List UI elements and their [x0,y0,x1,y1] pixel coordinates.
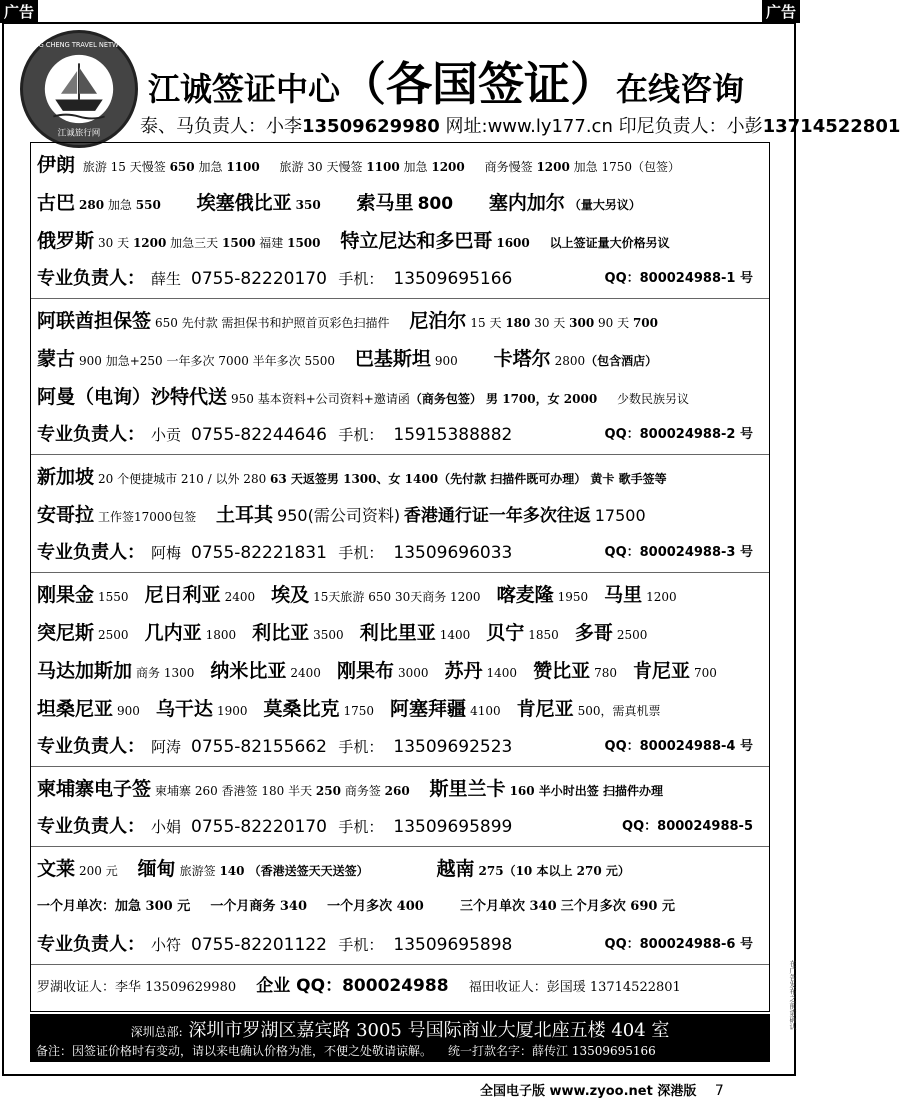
contact-b: 印尼负责人：小彭 [618,116,763,137]
contact-tel: 0755-82220170 [191,817,327,837]
contact-name: 阿梅 [151,544,182,562]
logo-inner-text: 江诚旅行网 [57,128,101,139]
price-row [37,146,763,184]
price-text: 500，需真机票 [577,704,661,718]
price-text: 1400 [486,666,518,680]
country-name: 贝宁 [486,622,525,644]
price-text: 福建 [259,236,284,250]
price-text: 2500 [616,628,648,642]
country-name: 坦桑尼亚 [37,698,114,720]
section-4 [31,573,769,767]
hq-address: 深圳市罗湖区嘉宾路 3005 号国际商业大厦北座五楼 404 室 [188,1020,670,1041]
contact-label: 专业负责人： [37,934,145,955]
price-text: 1800 [205,628,237,642]
price-text: 15 天 [470,316,502,330]
price-note: （包含酒店） [585,354,658,368]
country-name: 肯尼亚 [516,698,574,720]
price-text: 旅游 15 天慢签 [82,160,166,174]
country-name: 土耳其 [216,504,274,526]
price-text: 柬埔寨 260 香港签 180 半天 [155,784,313,798]
contact-label: 专业负责人： [37,736,145,757]
price-value: 1500 [287,236,321,250]
country-name: 伊朗 [37,154,76,176]
country-name: 赞比亚 [533,660,591,682]
contact-row [37,926,763,964]
price-text: 加急 [107,198,132,212]
side-print: 在广告发布之前请确认 [789,960,797,1030]
page-footer [480,1080,724,1099]
price-text: 1400 [439,628,471,642]
contact-name: 薛生 [151,270,182,288]
price-value: 一个月商务 340 [210,899,308,914]
price-text: 15天旅游 650 30天商务 1200 [313,590,481,604]
price-text: 900 [434,354,458,368]
price-text: 旅游签 [179,864,216,878]
section-3 [31,455,769,573]
country-name: 喀麦隆 [496,584,554,606]
price-text: 2500 [98,628,129,642]
price-text: 工作签17000包签 [98,510,197,524]
contact-label: 专业负责人： [37,268,145,289]
contact-tel: 0755-82220170 [191,269,327,289]
remark-note: 备注：因签证价格时有变动，请以来电确认价格为准，不便之处敬请谅解。 [36,1044,433,1058]
country-name: 阿曼（电询）沙特代送 [37,386,228,408]
country-name: 刚果布 [336,660,394,682]
mobile-label: 手机： [338,544,384,562]
price-value: 275（10 本以上 270 元） [478,864,630,878]
receiver-futian: 福田收证人：彭国瑗 13714522801 [468,980,681,995]
price-text: 200 元 [79,864,118,878]
price-value: 650 [169,160,195,174]
receiver-luohu: 罗湖收证人：李华 13509629980 [37,980,237,995]
country-name: 阿塞拜疆 [390,698,467,720]
ad-tag-left: 广告 [0,0,38,23]
phone-a: 13509629980 [302,116,440,137]
price-value: 800 [417,194,454,214]
price-text: 加急 1750（包签） [573,160,681,174]
country-name: 特立尼达和多巴哥 [340,230,493,252]
title-part-c: 在线咨询 [616,70,745,108]
price-row [37,378,763,416]
price-text: 30 天 [98,236,130,250]
price-row [37,184,763,222]
price-text: 1950 [557,590,589,604]
contact-tel: 0755-82221831 [191,543,327,563]
contact-qq: QQ：800024988-5 [622,819,753,834]
section-6 [31,847,769,965]
price-row [37,888,763,926]
mobile-label: 手机： [338,426,384,444]
country-name: 马里 [604,584,643,606]
price-row [37,340,763,378]
price-row [37,222,763,260]
contact-tel: 0755-82155662 [191,737,327,757]
contact-name: 阿涛 [151,738,182,756]
price-value: 550 [135,198,161,212]
contact-name: 小符 [151,936,182,954]
price-row [37,770,763,808]
price-list [30,142,770,1012]
price-value: 1100 [366,160,400,174]
price-text: 少数民族另议 [617,392,690,406]
address-bar [30,1014,770,1062]
price-value: 700 [632,316,659,330]
contact-name: 小娟 [151,818,182,836]
country-name: 埃塞俄比亚 [196,192,292,214]
price-text: 90 天 [598,316,630,330]
price-value: 1500 [222,236,256,250]
contact-row [37,534,763,572]
contact-mobile: 13509696033 [393,543,513,563]
price-value: 180 [505,316,531,330]
section-1 [31,143,769,299]
price-value: 140 （香港送签天天送签） [219,864,369,878]
country-name: 尼泊尔 [409,310,467,332]
price-text: 商务 1300 [136,666,195,680]
price-text: 1200 [646,590,677,604]
price-value: 1200 [431,160,465,174]
price-row [37,576,763,614]
price-row [37,496,763,534]
price-text: 650 先付款 需担保书和护照首页彩色扫描件 [155,316,390,330]
price-value: 63 天返签男 1300、女 1400（先付款 扫描件既可办理） 黄卡 歌手签等 [270,472,667,486]
contact-row [37,260,763,298]
price-text: 900 加急+250 一年多次 7000 半年多次 5500 [79,354,336,368]
country-name: 几内亚 [144,622,202,644]
price-text: 商务签 [344,784,381,798]
contact-mobile: 13509695166 [393,269,513,289]
contact-qq: QQ：800024988-4 号 [604,739,753,754]
price-value: 三个月单次 340 [459,899,557,914]
contact-name: 小贡 [151,426,182,444]
price-value: 300 [569,316,595,330]
mobile-label: 手机： [338,818,384,836]
price-row [37,690,763,728]
contact-tel: 0755-82244646 [191,425,327,445]
country-name: 马达加斯加 [37,660,133,682]
price-value: 香港通行证一年多次往返 [403,506,591,526]
price-text: 1750 [343,704,375,718]
contact-label: 专业负责人： [37,816,145,837]
hq-label: 深圳总部: [130,1025,183,1039]
country-name: 柬埔寨电子签 [37,778,152,800]
title-part-b: （各国签证） [340,57,617,111]
contact-row [37,416,763,454]
price-text: 旅游 30 天慢签 [279,160,363,174]
price-value: （商务包签） 男 1700，女 2000 [409,392,598,406]
footer-brand: 全国电子版 www.zyoo.net [480,1084,653,1099]
payment-account: 统一打款名字：薛传江 13509695166 [448,1044,656,1058]
contact-qq: QQ：800024988-1 号 [604,271,753,286]
phone-b: 13714522801 [762,116,900,137]
price-text: 700 [694,666,717,680]
price-text: 950 基本资料+公司资料+邀请函 [231,392,410,406]
price-value: 1100 [226,160,260,174]
price-text: 20 个便捷城市 210 / 以外 280 [98,472,267,486]
price-text: 900 [117,704,140,718]
country-name: 肯尼亚 [632,660,690,682]
price-text: 3000 [397,666,429,680]
receivers-row [31,965,769,1007]
page-number: 7 [714,1083,724,1099]
price-text: 17500 [594,506,646,525]
country-name: 刚果金 [37,584,95,606]
price-text: 加急三天 [170,236,219,250]
country-name: 利比里亚 [359,622,436,644]
price-text: 1550 [98,590,129,604]
price-value: 1200 [132,236,167,250]
price-text: 2400 [290,666,321,680]
ship-icon [23,33,135,145]
price-text: （量大另议） [568,198,641,212]
price-value: 一个月单次：加急 300 元 [37,899,191,914]
price-text: 2800 [554,354,586,368]
country-name: 尼日利亚 [144,584,221,606]
price-note: 以上签证量大价格另议 [549,236,670,250]
price-value: 1200 [536,160,570,174]
mobile-label: 手机： [338,936,384,954]
contact-mobile: 13509695899 [393,817,513,837]
price-value: 1600 [496,236,530,250]
country-name: 埃及 [271,584,310,606]
country-name: 阿联酋担保签 [37,310,152,332]
country-name: 索马里 [356,192,414,214]
contact-mobile: 13509692523 [393,737,513,757]
contact-tel: 0755-82201122 [191,935,327,955]
page-title [148,48,744,114]
price-text: 1900 [216,704,248,718]
country-name: 多哥 [574,622,613,644]
title-part-a: 江诚签证中心 [148,70,341,108]
country-name: 利比亚 [252,622,310,644]
country-name: 文莱 [37,858,76,880]
price-value: 280 [79,198,105,212]
price-text: 950(需公司资料) [277,506,401,525]
contact-label: 专业负责人： [37,424,145,445]
contact-label: 专业负责人： [37,542,145,563]
country-name: 乌干达 [155,698,213,720]
footer-edition: 深港版 [657,1084,697,1099]
country-name: 俄罗斯 [37,230,95,252]
country-name: 巴基斯坦 [354,348,431,370]
logo-ring-text: JIANG CHENG TRAVEL NETWORK [25,41,133,50]
country-name: 新加坡 [37,466,95,488]
price-text: 2400 [224,590,256,604]
price-text: 加急 [198,160,223,174]
price-text: 3500 [313,628,344,642]
contact-qq: QQ：800024988-3 号 [604,545,753,560]
price-text: 加急 [403,160,428,174]
contact-row [37,808,763,846]
price-value: 350 [295,198,321,212]
country-name: 斯里兰卡 [429,778,506,800]
contact-qq: QQ：800024988-2 号 [604,427,753,442]
price-row [37,850,763,888]
contact-mobile: 15915388882 [393,425,513,445]
country-name: 古巴 [37,192,76,214]
contact-a: 泰、马负责人：小李 [140,116,302,137]
price-row [37,302,763,340]
country-name: 塞内加尔 [488,192,565,214]
contact-row [37,728,763,766]
mobile-label: 手机： [338,270,384,288]
section-2 [31,299,769,455]
country-name: 莫桑比克 [263,698,340,720]
price-value: 一个月多次 400 [327,899,424,914]
country-name: 缅甸 [137,858,176,880]
country-name: 苏丹 [444,660,483,682]
price-value: 160 半小时出签 扫描件办理 [509,784,663,798]
price-text: 780 [594,666,617,680]
contact-qq: QQ：800024988-6 号 [604,937,753,952]
price-row [37,652,763,690]
enterprise-qq: 企业 QQ：800024988 [256,976,449,996]
ad-tag-right: 广告 [762,0,800,23]
country-name: 安哥拉 [37,504,95,526]
country-name: 卡塔尔 [493,348,551,370]
header-contacts [140,112,900,138]
country-name: 越南 [436,858,475,880]
price-value: 250 [315,784,341,798]
website: 网址:www.ly177.cn [445,116,613,137]
price-row [37,614,763,652]
country-name: 蒙古 [37,348,76,370]
price-text: 30 天 [534,316,566,330]
country-name: 突尼斯 [37,622,95,644]
company-logo [20,30,138,148]
price-text: 商务慢签 [484,160,533,174]
price-row [37,458,763,496]
mobile-label: 手机： [338,738,384,756]
price-value: 三个月多次 690 元 [560,899,675,914]
price-text: 1850 [528,628,559,642]
country-name: 纳米比亚 [210,660,287,682]
contact-mobile: 13509695898 [393,935,513,955]
section-5 [31,767,769,847]
price-value: 260 [384,784,410,798]
price-text: 4100 [470,704,501,718]
